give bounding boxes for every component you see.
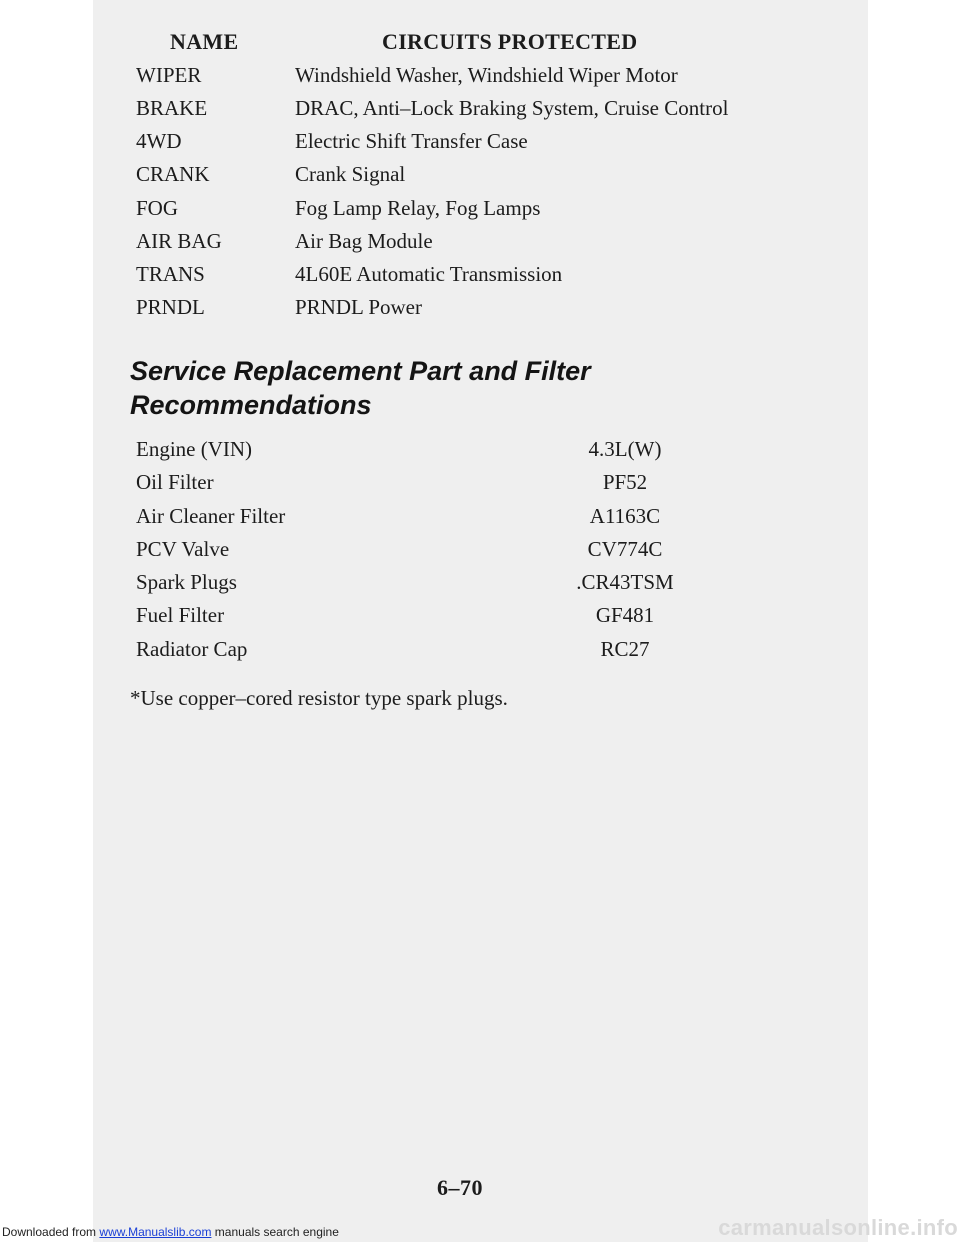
watermark: carmanualsonline.info xyxy=(718,1215,958,1240)
part-label-pcv-valve: PCV Valve xyxy=(136,537,230,561)
fuse-name-air-bag: AIR BAG xyxy=(136,229,222,253)
fuse-name-prndl: PRNDL xyxy=(136,295,205,319)
manualslib-link[interactable]: www.Manualslib.com xyxy=(99,1225,212,1239)
part-label-engine: Engine (VIN) xyxy=(136,437,253,461)
part-label-radiator-cap: Radiator Cap xyxy=(136,637,248,661)
fuse-circuits-prndl: PRNDL Power xyxy=(295,295,422,319)
part-value-oil-filter: PF52 xyxy=(602,470,648,494)
fuse-name-brake: BRAKE xyxy=(136,96,208,120)
fuse-name-fog: FOG xyxy=(136,196,179,220)
column-header-circuits: CIRCUITS PROTECTED xyxy=(382,29,638,54)
fuse-name-trans: TRANS xyxy=(136,262,205,286)
part-value-pcv-valve: CV774C xyxy=(587,537,663,561)
part-label-fuel-filter: Fuel Filter xyxy=(136,603,225,627)
part-value-air-cleaner: A1163C xyxy=(589,504,661,528)
download-footer xyxy=(0,1215,960,1242)
fuse-name-crank: CRANK xyxy=(136,162,210,186)
part-value-engine: 4.3L(W) xyxy=(588,437,662,461)
download-suffix: manuals search engine xyxy=(214,1225,339,1239)
part-value-radiator-cap: RC27 xyxy=(600,637,650,661)
fuse-circuits-air-bag: Air Bag Module xyxy=(295,229,433,253)
fuse-circuits-fog: Fog Lamp Relay, Fog Lamps xyxy=(295,196,541,220)
fuse-circuits-brake: DRAC, Anti–Lock Braking System, Cruise Control xyxy=(295,96,729,120)
download-prefix: Downloaded from xyxy=(2,1225,97,1239)
page-number: 6–70 xyxy=(437,1175,483,1200)
fuse-name-4wd: 4WD xyxy=(136,129,182,153)
part-label-spark-plugs: Spark Plugs xyxy=(136,570,237,594)
footnote: *Use copper–cored resistor type spark plugs. xyxy=(130,686,508,710)
section-title-line1: Service Replacement Part and Filter xyxy=(130,356,591,386)
download-notice xyxy=(2,1222,339,1242)
section-title-line2: Recommendations xyxy=(130,390,372,420)
column-header-name: NAME xyxy=(170,29,239,54)
fuse-circuits-crank: Crank Signal xyxy=(295,162,406,186)
fuse-name-wiper: WIPER xyxy=(136,63,202,87)
part-value-fuel-filter: GF481 xyxy=(595,603,655,627)
fuse-circuits-trans: 4L60E Automatic Transmission xyxy=(295,262,563,286)
fuse-circuits-wiper: Windshield Washer, Windshield Wiper Motor xyxy=(295,63,678,87)
part-label-air-cleaner: Air Cleaner Filter xyxy=(136,504,286,528)
part-label-oil-filter: Oil Filter xyxy=(136,470,214,494)
part-value-spark-plugs: .CR43TSM xyxy=(576,570,674,594)
fuse-circuits-4wd: Electric Shift Transfer Case xyxy=(295,129,528,153)
